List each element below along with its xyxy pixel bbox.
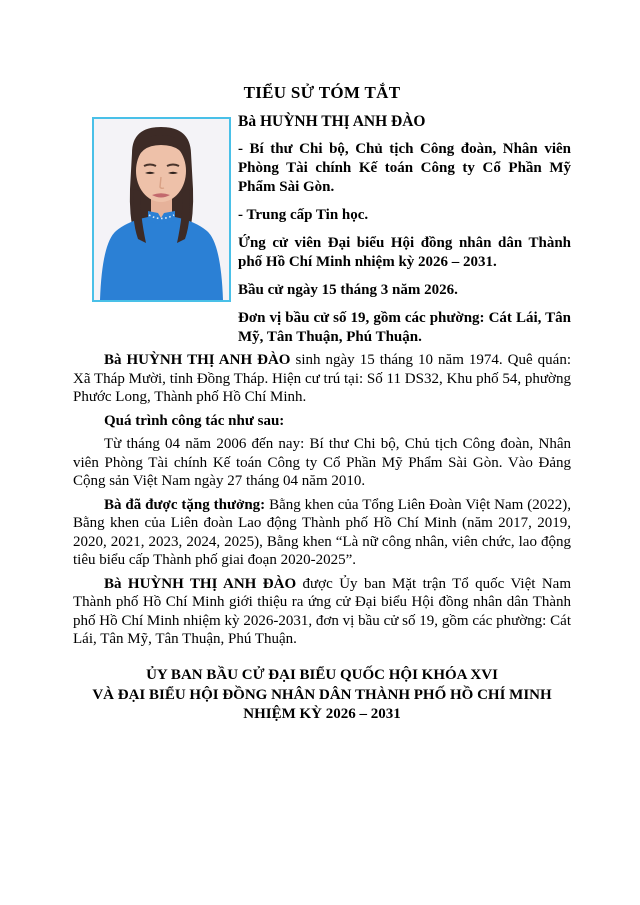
committee-line-2: VÀ ĐẠI BIỂU HỘI ĐỒNG NHÂN DÂN THÀNH PHỐ HỒ CHÍ MINH [92,686,552,703]
profile-item-election-date: Bầu cử ngày 15 tháng 3 năm 2026. [238,282,458,298]
profile-item-position: - Bí thư Chi bộ, Chủ tịch Công đoàn, Nhân viên Phòng Tài chính Kế toán Công ty Cổ Phần Mỹ Phẩm Sài Gòn. [238,141,571,195]
paragraph-career-heading: Quá trình công tác như sau: [104,412,285,429]
profile-header [92,113,571,347]
paragraph-birth-info [73,351,571,407]
profile-summary [238,113,571,347]
name-emphasis-2: Bà HUỲNH THỊ ANH ĐÀO [104,575,297,592]
profile-item-candidacy: Ứng cử viên Đại biểu Hội đồng nhân dân Thành phố Hồ Chí Minh nhiệm kỳ 2026 – 2031. [238,235,571,270]
candidate-photo [92,117,231,302]
issuing-committee-block [73,666,571,725]
paragraph-nomination [73,575,571,649]
awards-text: Bằng khen của Tổng Liên Đoàn Việt Nam (2022), Bằng khen của Liên đoàn Lao động Thành phố Hồ Chí Minh (năm 2017, 2019, 2020, 2021, 2023, 2024, 2025), Bằng khen “Là nữ công nhân, viên chức, lao động tiêu biểu cấp Thành phố giai đoạn 2020-2025”. [73,496,571,568]
portrait-illustration [94,119,229,300]
committee-line-1: ỦY BAN BẦU CỬ ĐẠI BIỂU QUỐC HỘI KHÓA XVI [146,667,498,683]
name-emphasis: Bà HUỲNH THỊ ANH ĐÀO [104,352,291,368]
document-title: TIỂU SỬ TÓM TẮT [243,83,401,102]
nomination-text: được Ủy ban Mặt trận Tổ quốc Việt Nam Thành phố Hồ Chí Minh giới thiệu ra ứng cử Đại biểu Hội đồng nhân dân Thành phố Hồ Chí Minh nhiệm kỳ 2026-2031, đơn vị bầu cử số 19, gồm các phường: Cát Lái, Tân Mỹ, Tân Thuận, Phú Thuận. [73,575,571,647]
profile-item-election-unit: Đơn vị bầu cử số 19, gồm các phường: Cát Lái, Tân Mỹ, Tân Thuận, Phú Thuận. [238,310,571,345]
committee-line-3: NHIỆM KỲ 2026 – 2031 [243,706,401,722]
candidate-name-heading: Bà HUỲNH THỊ ANH ĐÀO [238,113,426,130]
paragraph-career-history: Từ tháng 04 năm 2006 đến nay: Bí thư Chi bộ, Chủ tịch Công đoàn, Nhân viên Phòng Tài chính Kế toán Công ty Cổ Phần Mỹ Phẩm Sài Gòn. Vào Đảng Cộng sản Việt Nam ngày 27 tháng 04 năm 2010. [73,436,571,489]
birth-info-text: sinh ngày 15 tháng 10 năm 1974. Quê quán: Xã Tháp Mười, tỉnh Đồng Tháp. Hiện cư trú tại: Số 11 DS32, Khu phố 54, phường Phước Long, Thành phố Hồ Chí Minh. [73,352,571,405]
profile-item-education: - Trung cấp Tin học. [238,207,369,223]
biography-body [73,351,571,654]
paragraph-awards [73,496,571,570]
awards-emphasis: Bà đã được tặng thưởng: [104,496,266,513]
